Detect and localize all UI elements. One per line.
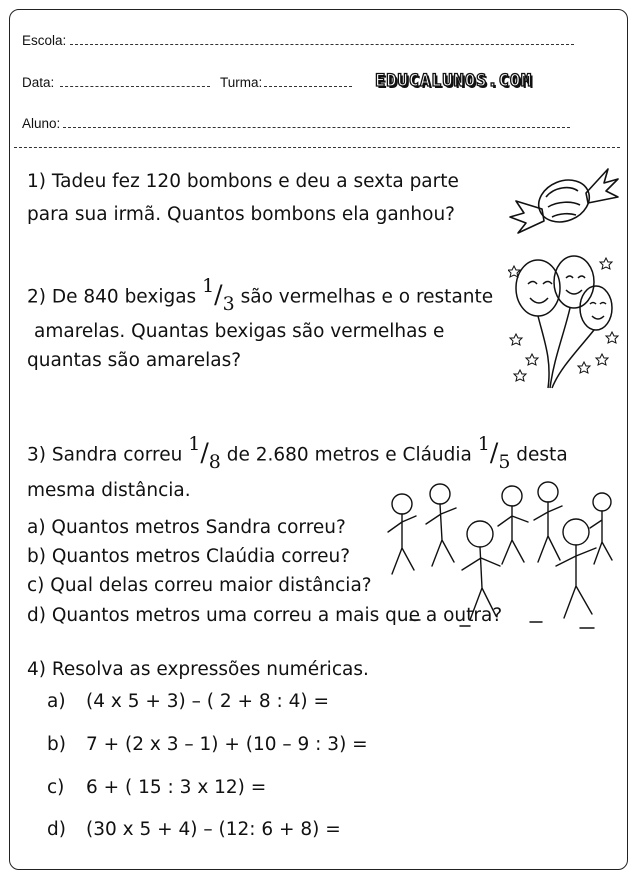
q3-item-c: c) Qual delas correu maior distância? xyxy=(27,575,372,596)
q3-line1 xyxy=(27,434,568,474)
q3-fraction-1: $^1/_8$ xyxy=(188,433,221,473)
q4-item-b-expr: 7 + (2 x 3 – 1) + (10 – 9 : 3) = xyxy=(86,734,368,755)
q4-item-d-expr: (30 x 5 + 4) – (12: 6 + 8) = xyxy=(86,819,341,840)
q2-line2: amarelas. Quantas bexigas são vermelhas e xyxy=(34,321,445,342)
q4-item-b-label: b) xyxy=(47,734,66,755)
q3-prefix: 3) Sandra correu xyxy=(27,444,183,466)
q4-item-c-expr: 6 + ( 15 : 3 x 12) = xyxy=(86,777,267,798)
date-label: Data: xyxy=(22,75,55,90)
school-field xyxy=(22,33,574,48)
school-blank[interactable] xyxy=(70,43,574,45)
brand-logo: EDUCALUNOS.COM xyxy=(375,71,533,91)
header-separator xyxy=(14,147,620,148)
q4-item-d-label: d) xyxy=(47,819,66,840)
q3-fraction-2: $^1/_5$ xyxy=(477,433,511,473)
q3-item-b: b) Quantos metros Claúdia correu? xyxy=(27,546,351,567)
q1-line1: 1) Tadeu fez 120 bombons e deu a sexta parte xyxy=(27,171,459,192)
balloons-icon xyxy=(508,250,620,392)
q2-line1 xyxy=(27,276,493,316)
class-field xyxy=(220,75,352,90)
date-field xyxy=(22,75,210,90)
running-kids-illustration xyxy=(380,470,618,635)
q1-line2: para sua irmã. Quantos bombons ela ganhou? xyxy=(27,204,455,225)
q4-title: 4) Resolva as expressões numéricas. xyxy=(27,659,369,680)
student-field xyxy=(22,116,570,131)
q4-item-c-label: c) xyxy=(47,777,65,798)
candy-icon xyxy=(508,157,620,245)
q4-item-a-expr: (4 x 5 + 3) – ( 2 + 8 : 4) = xyxy=(86,691,329,712)
q2-suffix: são vermelhas e o restante xyxy=(240,286,494,308)
q3-item-a: a) Quantos metros Sandra correu? xyxy=(27,517,346,538)
school-label: Escola: xyxy=(22,33,67,48)
date-blank[interactable] xyxy=(60,85,210,87)
q2-line3: quantas são amarelas? xyxy=(27,350,242,371)
q3-item-d: d) Quantos metros uma correu a mais que a outra? xyxy=(27,605,503,626)
class-label: Turma: xyxy=(220,75,263,90)
q3-line2: mesma distância. xyxy=(27,480,191,501)
student-label: Aluno: xyxy=(22,116,61,131)
q4-item-a-label: a) xyxy=(47,691,66,712)
q2-fraction: $^1/_3$ xyxy=(202,275,235,315)
student-blank[interactable] xyxy=(63,126,570,128)
class-blank[interactable] xyxy=(264,85,352,87)
q3-suffix: desta xyxy=(516,444,568,466)
q3-middle: de 2.680 metros e Cláudia xyxy=(226,444,472,466)
q2-prefix: 2) De 840 bexigas xyxy=(27,286,197,308)
